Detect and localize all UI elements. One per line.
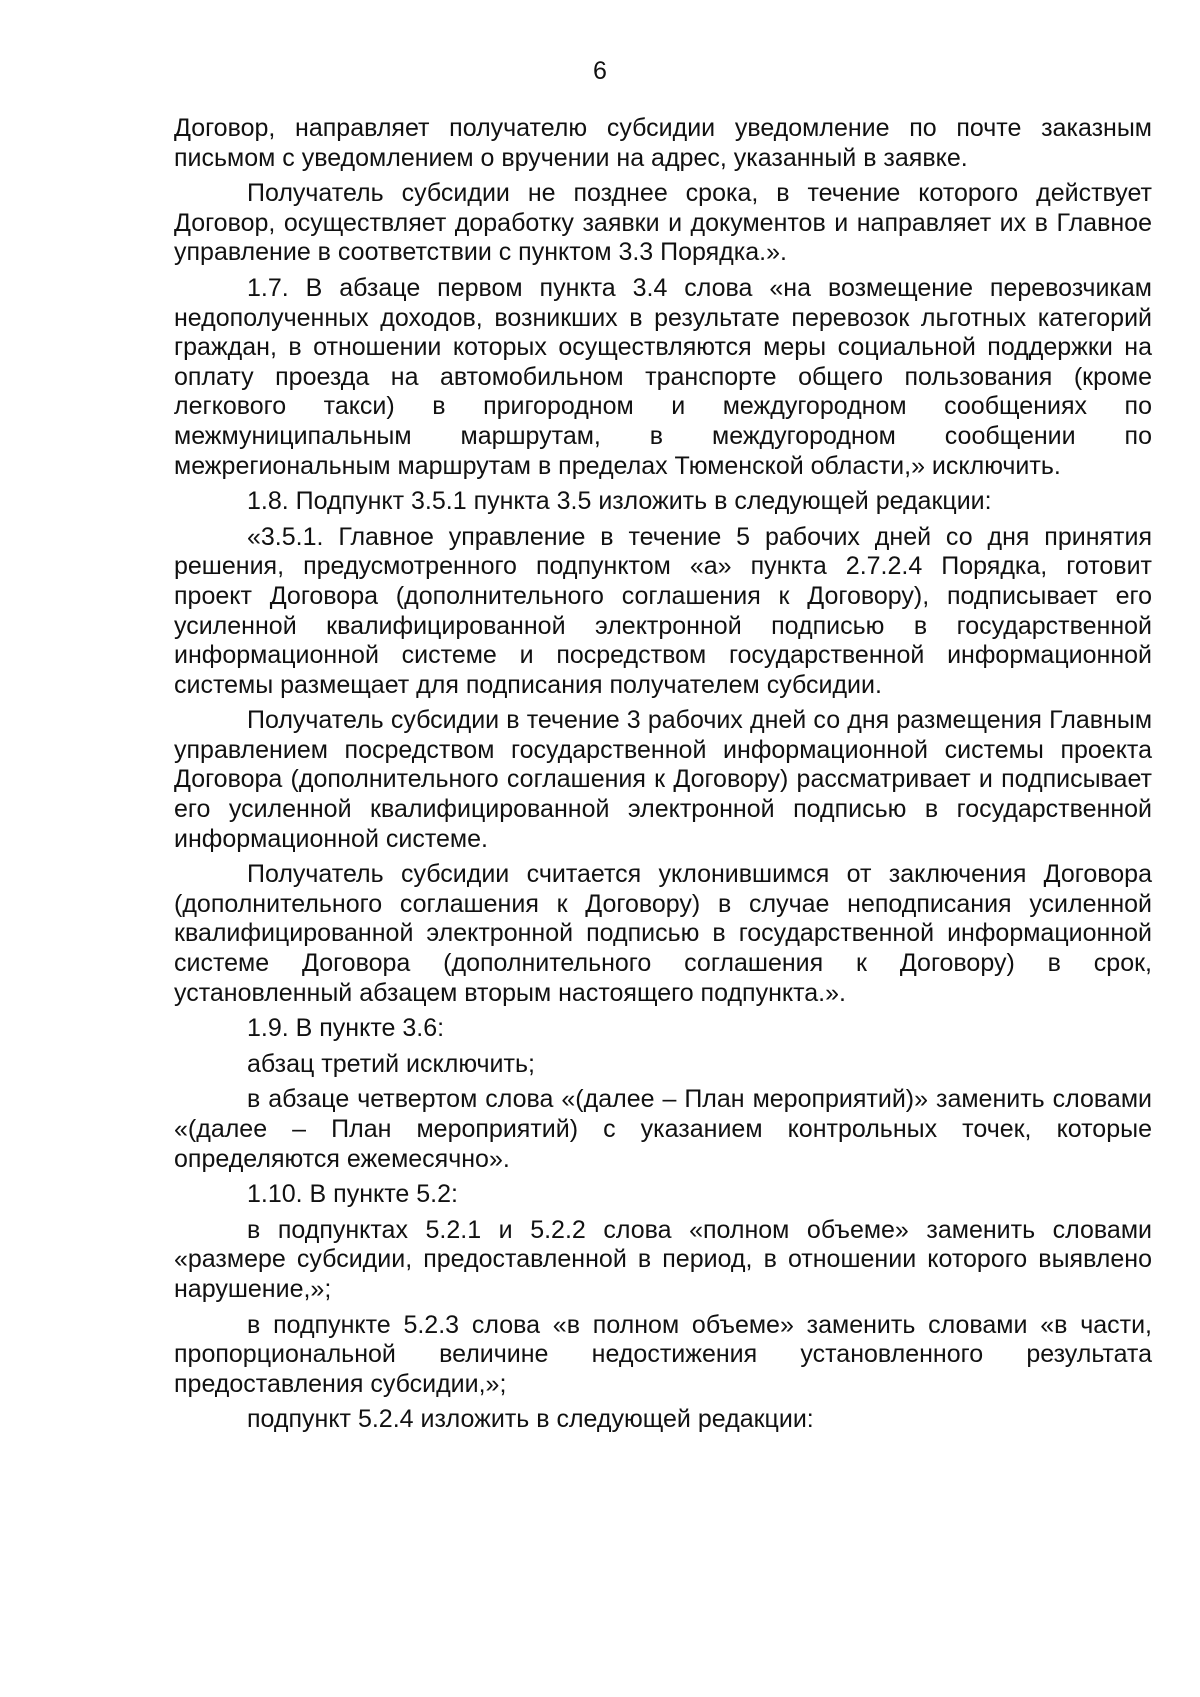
paragraph: подпункт 5.2.4 изложить в следующей редакции: xyxy=(247,1405,814,1434)
paragraph: Получатель субсидии считается уклонившимся от заключения Договора (дополнительного соглашения к Договору) в случае неподписания усиленной квалифицированной электронной подписью в государственной информационной системе Договора (дополнительного соглашения к Договору) в срок, установленный абзацем вторым настоящего подпункта.». xyxy=(174,860,1152,1007)
paragraph: 1.7. В абзаце первом пункта 3.4 слова «на возмещение перевозчикам недополученных доходов, возникших в результате перевозок льготных категорий граждан, в отношении которых осуществляются меры социальной поддержки на оплату проезда на автомобильном транспорте общего пользования (кроме легкового такси) в пригородном и междугородном сообщениях по межмуниципальным маршрутам, в междугородном сообщении по межрегиональным маршрутам в пределах Тюменской области,» исключить. xyxy=(174,273,1152,480)
document-body xyxy=(174,114,1152,1441)
paragraph: в подпунктах 5.2.1 и 5.2.2 слова «полном объеме» заменить словами «размере субсидии, предоставленной в период, в отношении которого выявлено нарушение,»; xyxy=(174,1215,1152,1303)
paragraph: «3.5.1. Главное управление в течение 5 рабочих дней со дня принятия решения, предусмотренного подпунктом «а» пункта 2.7.2.4 Порядка, готовит проект Договора (дополнительного соглашения к Договору), подписывает его усиленной квалифицированной электронной подписью в государственной информационной системе и посредством государственной информационной системы размещает для подписания получателем субсидии. xyxy=(174,522,1152,699)
paragraph: 1.8. Подпункт 3.5.1 пункта 3.5 изложить в следующей редакции: xyxy=(247,487,992,516)
paragraph: в подпункте 5.2.3 слова «в полном объеме» заменить словами «в части, пропорциональной величине недостижения установленного результата предоставления субсидии,»; xyxy=(174,1310,1152,1398)
paragraph: 1.10. В пункте 5.2: xyxy=(247,1180,458,1209)
paragraph: Получатель субсидии не позднее срока, в течение которого действует Договор, осуществляет доработку заявки и документов и направляет их в Главное управление в соответствии с пунктом 3.3 Порядка.». xyxy=(174,179,1152,267)
paragraph: Получатель субсидии в течение 3 рабочих дней со дня размещения Главным управлением посредством государственной информационной системы проекта Договора (дополнительного соглашения к Договору) рассматривает и подписывает его усиленной квалифицированной электронной подписью в государственной информационной системе. xyxy=(174,706,1152,853)
paragraph: абзац третий исключить; xyxy=(247,1049,535,1078)
paragraph: 1.9. В пункте 3.6: xyxy=(247,1014,445,1043)
paragraph: Договор, направляет получателю субсидии уведомление по почте заказным письмом с уведомлением о вручении на адрес, указанный в заявке. xyxy=(174,114,1152,172)
paragraph: в абзаце четвертом слова «(далее – План мероприятий)» заменить словами «(далее – План мероприятий) с указанием контрольных точек, которые определяются ежемесячно». xyxy=(174,1085,1152,1173)
page-number: 6 xyxy=(593,57,607,85)
